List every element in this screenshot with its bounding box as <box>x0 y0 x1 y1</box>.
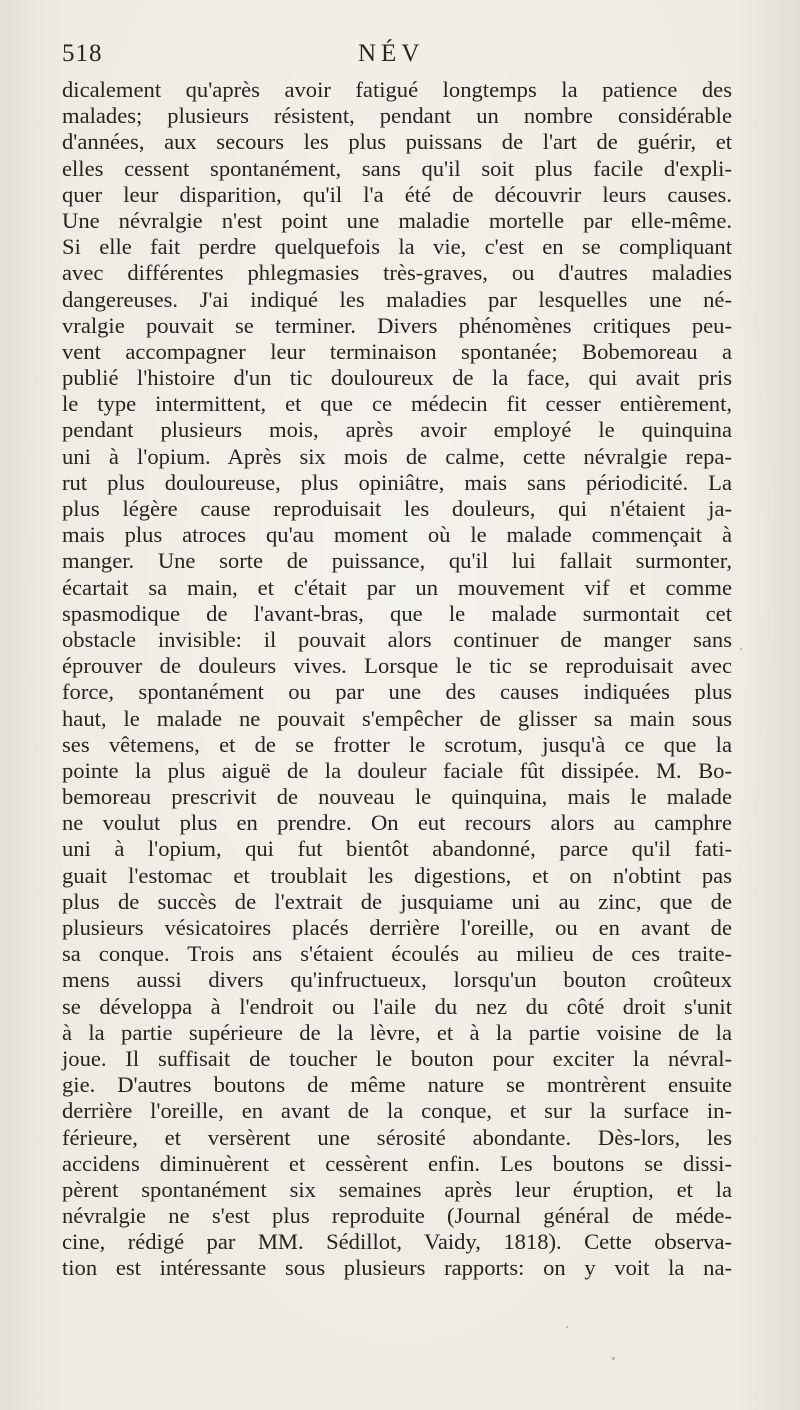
text-line: publié l'histoire d'un tic douloureux de la face, qui avait pris <box>62 365 732 391</box>
text-line: rut plus douloureuse, plus opiniâtre, mais sans périodicité. La <box>62 469 732 495</box>
text-line: gie. D'autres boutons de même nature se montrèrent ensuite <box>62 1072 732 1098</box>
text-line: uni à l'opium, qui fut bientôt abandonné, parce qu'il fati- <box>62 836 732 862</box>
body-text <box>62 77 732 1282</box>
text-line: haut, le malade ne pouvait s'empêcher de glisser sa main sous <box>62 705 732 731</box>
text-line: névralgie ne s'est plus reproduite (Journal général de méde- <box>62 1203 732 1229</box>
text-line: ne voulut plus en prendre. On eut recours alors au camphre <box>62 810 732 836</box>
text-line: mens aussi divers qu'infructueux, lorsqu'un bouton croûteux <box>62 967 732 993</box>
text-line: malades; plusieurs résistent, pendant un nombre considérable <box>62 103 732 129</box>
text-line: d'années, aux secours les plus puissans de l'art de guérir, et <box>62 129 732 155</box>
text-line: ses vêtemens, et de se frotter le scrotum, jusqu'à ce que la <box>62 731 732 757</box>
text-line: férieure, et versèrent une sérosité abondante. Dès-lors, les <box>62 1124 732 1150</box>
running-head-word: NÉV <box>358 40 425 67</box>
text-line: uni à l'opium. Après six mois de calme, cette névralgie repa- <box>62 443 732 469</box>
text-line: spasmodique de l'avant-bras, que le malade surmontait cet <box>62 600 732 626</box>
text-line: à la partie supérieure de la lèvre, et à la partie voisine de la <box>62 1019 732 1045</box>
text-line: guait l'estomac et troublait les digestions, et on n'obtint pas <box>62 862 732 888</box>
text-line: vent accompagner leur terminaison spontanée; Bobemoreau a <box>62 338 732 364</box>
paper-speck <box>740 648 742 650</box>
text-line: cine, rédigé par MM. Sédillot, Vaidy, 1818). Cette observa- <box>62 1229 732 1255</box>
page-number: 518 <box>62 40 103 67</box>
text-line: Si elle fait perdre quelquefois la vie, c'est en se compliquant <box>62 234 732 260</box>
text-line: accidens diminuèrent et cessèrent enfin. Les boutons se dissi- <box>62 1150 732 1176</box>
text-line: sa conque. Trois ans s'étaient écoulés au milieu de ces traite- <box>62 941 732 967</box>
text-line: Une névralgie n'est point une maladie mortelle par elle-même. <box>62 207 732 233</box>
text-line: plus légère cause reproduisait les douleurs, qui n'étaient ja- <box>62 496 732 521</box>
text-line: obstacle invisible: il pouvait alors continuer de manger sans <box>62 626 732 652</box>
running-head <box>62 40 730 74</box>
text-line: avec différentes phlegmasies très-graves, ou d'autres maladies <box>62 260 732 286</box>
text-line: tion est intéressante sous plusieurs rapports: on y voit la na- <box>62 1255 732 1281</box>
text-line: plusieurs vésicatoires placés derrière l'oreille, ou en avant de <box>62 915 732 940</box>
text-line: bemoreau prescrivit de nouveau le quinquina, mais le malade <box>62 784 732 810</box>
text-line: pendant plusieurs mois, après avoir employé le quinquina <box>62 417 732 443</box>
text-line: manger. Une sorte de puissance, qu'il lui fallait surmonter, <box>62 548 732 574</box>
text-line: mais plus atroces qu'au moment où le malade commençait à <box>62 522 732 548</box>
text-line: pèrent spontanément six semaines après leur éruption, et la <box>62 1176 732 1202</box>
text-line: dangereuses. J'ai indiqué les maladies par lesquelles une né- <box>62 286 732 312</box>
text-line: pointe la plus aiguë de la douleur faciale fût dissipée. M. Bo- <box>62 757 732 783</box>
text-line: le type intermittent, et que ce médecin fit cesser entièrement, <box>62 391 732 417</box>
paper-speck <box>566 1326 568 1328</box>
text-line: se développa à l'endroit ou l'aile du nez du côté droit s'unit <box>62 993 732 1019</box>
paper-speck <box>612 1357 615 1360</box>
text-line: quer leur disparition, qu'il l'a été de découvrir leurs causes. <box>62 181 732 207</box>
text-line: plus de succès de l'extrait de jusquiame uni au zinc, que de <box>62 888 732 914</box>
text-line: force, spontanément ou par une des causes indiquées plus <box>62 679 732 705</box>
text-line: écartait sa main, et c'était par un mouvement vif et comme <box>62 574 732 600</box>
text-line: joue. Il suffisait de toucher le bouton pour exciter la névral- <box>62 1045 732 1071</box>
text-line: derrière l'oreille, en avant de la conque, et sur la surface in- <box>62 1098 732 1124</box>
text-line: elles cessent spontanément, sans qu'il soit plus facile d'expli- <box>62 155 732 181</box>
text-line: dicalement qu'après avoir fatigué longtemps la patience des <box>62 77 732 102</box>
text-line: éprouver de douleurs vives. Lorsque le tic se reproduisait avec <box>62 653 732 679</box>
text-line: vralgie pouvait se terminer. Divers phénomènes critiques peu- <box>62 312 732 338</box>
